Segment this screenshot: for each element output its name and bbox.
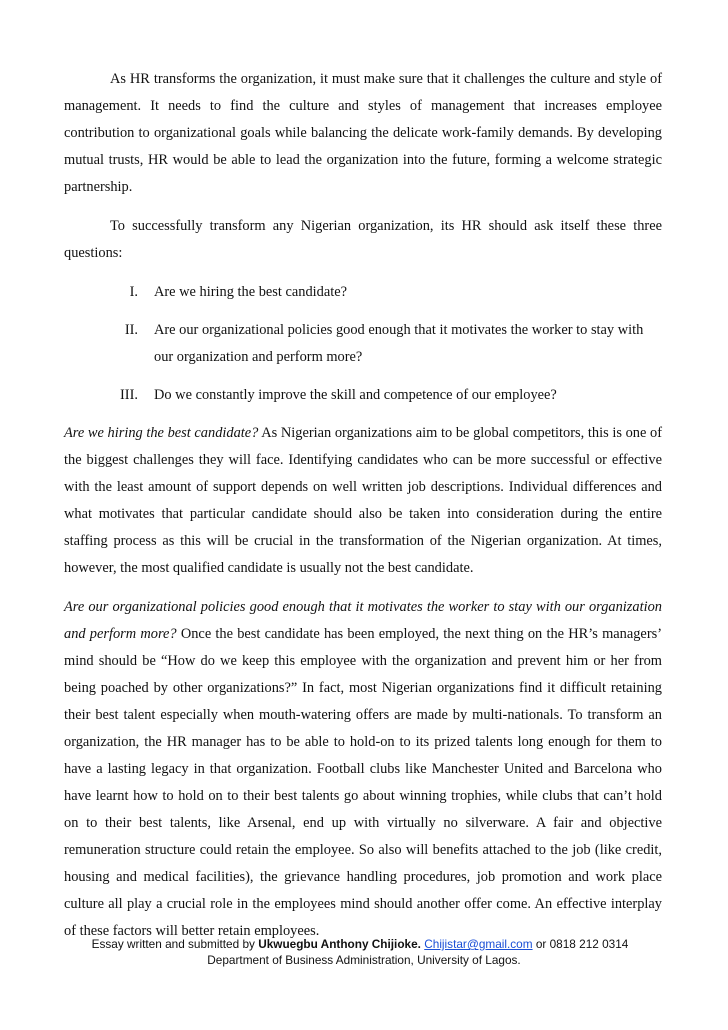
paragraph-intro: As HR transforms the organization, it must make sure that it challenges the culture and style of management. It needs to find the culture and styles of management that increases employee contribution to organizational goals while balancing the delicate work-family demands. By developing mutual trusts, HR would be able to lead the organization into the future, forming a welcome strategic partnership. [64, 71, 662, 195]
footer-department: Department of Business Administration, University of Lagos. [207, 953, 521, 967]
paragraph-lead-question: Are we hiring the best candidate? [64, 425, 259, 441]
list-item [64, 279, 662, 306]
paragraph-hiring [64, 420, 662, 582]
footer-prefix: Essay written and submitted by [91, 937, 259, 951]
list-item [64, 382, 662, 409]
footer-phone: or 0818 212 0314 [532, 937, 629, 951]
paragraph-lead-question: Are our organizational policies good enough that it motivates the worker to stay with our organization and perform more? [64, 599, 662, 642]
paragraph-questions-intro: To successfully transform any Nigerian organization, its HR should ask itself these three questions: [64, 218, 662, 261]
list-text: Are our organizational policies good enough that it motivates the worker to stay with our organization and perform more? [154, 322, 644, 365]
page-footer [0, 936, 728, 968]
footer-author: Ukwuegbu Anthony Chijioke. [258, 937, 421, 951]
footer-email-link[interactable]: Chijistar@gmail.com [424, 937, 533, 951]
document-body [64, 66, 662, 945]
list-item [64, 317, 662, 371]
list-text: Are we hiring the best candidate? [154, 284, 347, 300]
footer-credit-line [0, 936, 728, 952]
list-number: II. [124, 322, 138, 338]
paragraph-text: Once the best candidate has been employed, the next thing on the HR’s managers’ mind should be “How do we keep this employee with the organization and prevent him or her from being poached by other organizations?” In fact, most Nigerian organizations find it difficult retaining their best talent especially when mouth-watering offers are made by multi-nationals. To transform an organization, the HR manager has to be able to hold-on to its prized talents long enough for them to have a lasting legacy in that organization. Football clubs like Manchester United and Barcelona who have learnt how to hold on to their best talents go about winning trophies, while clubs that can’t hold on to their best talents, like Arsenal, end up with virtually no silverware. A fair and objective remuneration structure could retain the employee. So also will benefits attached to the job (like credit, housing and medical facilities), the grievance handling procedures, job promotion and work place culture all play a crucial role in the employees mind should another offer come. An effective interplay of these factors will better retain employees. [64, 626, 662, 939]
list-number: III. [120, 387, 138, 403]
paragraph-text: As Nigerian organizations aim to be global competitors, this is one of the biggest challenges they will face. Identifying candidates who can be more successful or effective with the least amount of support depends on well written job descriptions. Individual differences and what motivates that particular candidate should also be taken into consideration during the entire staffing process as this will be crucial in the transformation of the Nigerian organization. At times, however, the most qualified candidate is usually not the best candidate. [64, 425, 662, 576]
list-text: Do we constantly improve the skill and competence of our employee? [154, 387, 557, 403]
list-number: I. [129, 284, 138, 300]
questions-list [64, 279, 662, 409]
paragraph-policies [64, 594, 662, 945]
